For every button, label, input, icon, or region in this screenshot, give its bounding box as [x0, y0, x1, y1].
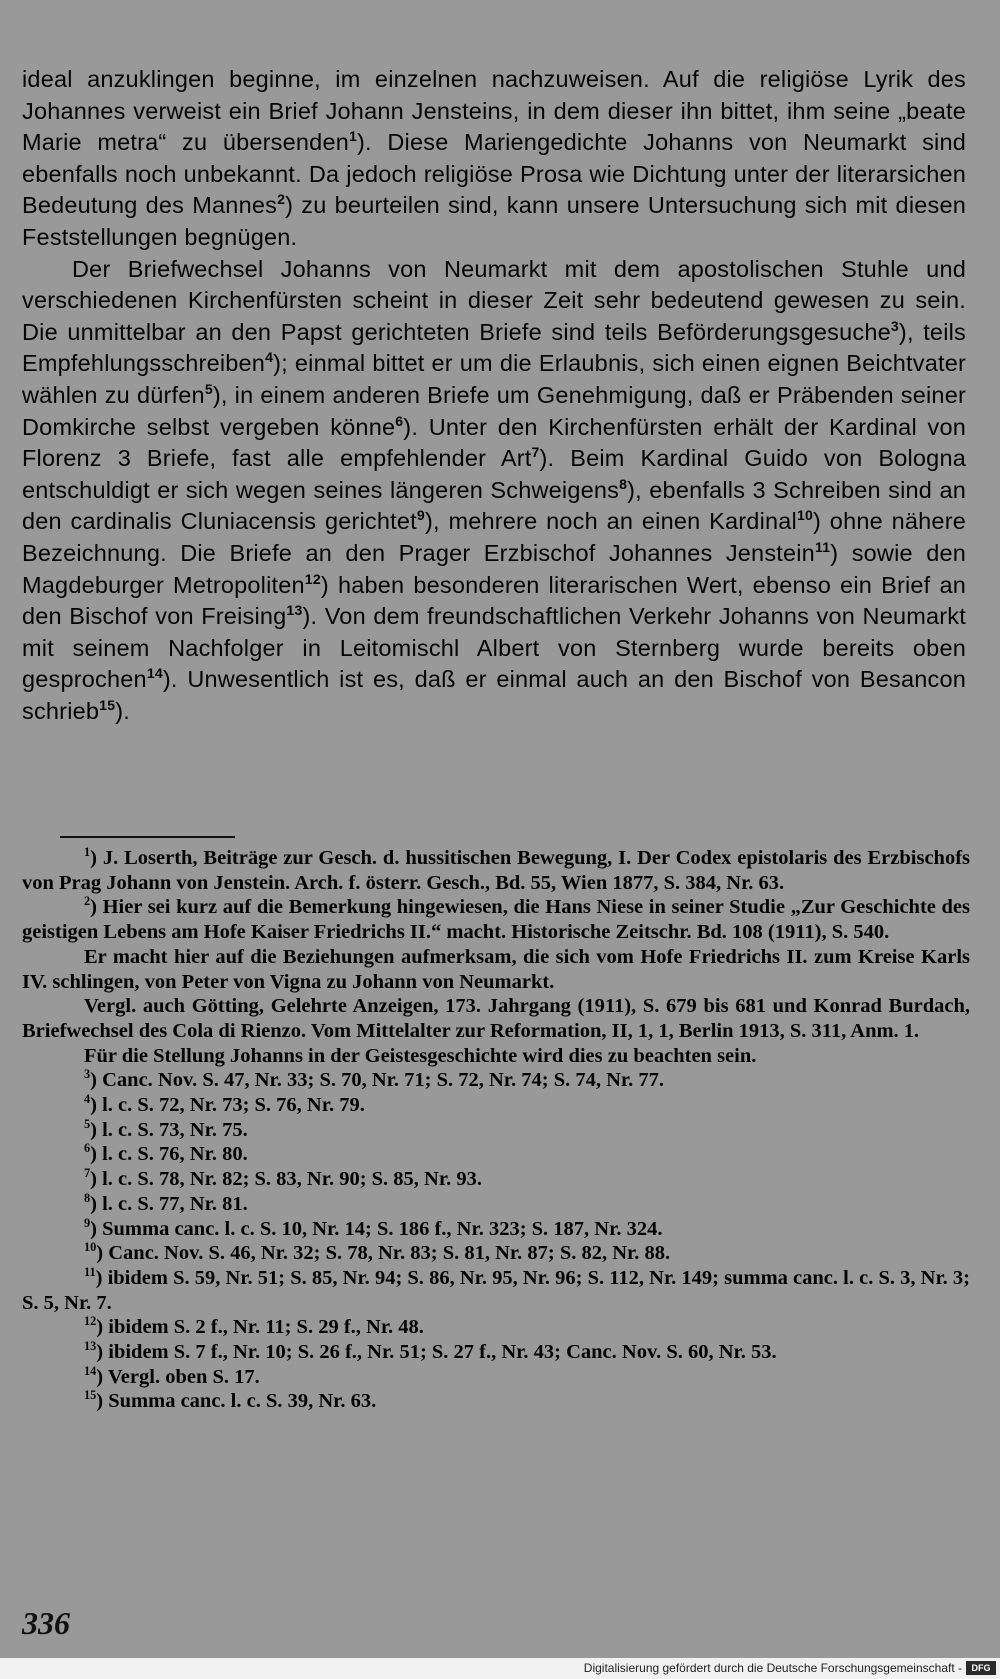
- body-text: [22, 64, 966, 727]
- page-number: 336: [22, 1605, 70, 1641]
- credit-text: Digitalisierung gefördert durch die Deutsche Forschungsgemeinschaft -: [583, 1661, 962, 1675]
- footnote: $^{14}$) Vergl. oben S. 17.: [84, 1363, 260, 1388]
- footnote: Vergl. auch Götting, Gelehrte Anzeigen, 173. Jahrgang (1911), S. 679 bis 681 und Konrad Burdach, Briefwechsel des Cola di Rienzo. Vom Mittelalter zur Reformation, II, 1, 1, Berlin 1913, S. 311, Anm. 1.: [22, 995, 970, 1042]
- footnotes: [22, 846, 970, 1414]
- footnote: $^{13}$) ibidem S. 7 f., Nr. 10; S. 26 f., Nr. 51; S. 27 f., Nr. 43; Canc. Nov. S. 60, Nr. 53.: [84, 1339, 777, 1364]
- footnote: $^{12}$) ibidem S. 2 f., Nr. 11; S. 29 f., Nr. 48.: [84, 1314, 424, 1339]
- footnote-separator: [60, 836, 235, 838]
- footnote: $^2$) Hier sei kurz auf die Bemerkung hingewiesen, die Hans Niese in seiner Studie „Zur Geschichte des geistigen Lebens am Hofe Kaiser Friedrichs II.“ macht. Historische Zeitschr. Bd. 108 (1911), S. 540.: [22, 894, 970, 944]
- footnote: $^{15}$) Summa canc. l. c. S. 39, Nr. 63.: [84, 1388, 377, 1413]
- footnote: Er macht hier auf die Beziehungen aufmerksam, die sich vom Hofe Friedrichs II. zum Kreise Karls IV. schlingen, von Peter von Vigna zu Johann von Neumarkt.: [22, 945, 970, 993]
- footnote: $^1$) J. Loserth, Beiträge zur Gesch. d. hussitischen Bewegung, I. Der Codex epistolaris des Erzbischofs von Prag Johann von Jenstein. Arch. f. österr. Gesch., Bd. 55, Wien 1877, S. 384, Nr. 63.: [22, 845, 970, 894]
- footnote: $^5$) l. c. S. 73, Nr. 75.: [84, 1116, 248, 1141]
- footnote: $^3$) Canc. Nov. S. 47, Nr. 33; S. 70, Nr. 71; S. 72, Nr. 74; S. 74, Nr. 77.: [84, 1067, 665, 1092]
- footnote: $^{10}$) Canc. Nov. S. 46, Nr. 32; S. 78, Nr. 83; S. 81, Nr. 87; S. 82, Nr. 88.: [84, 1240, 671, 1265]
- paragraph: Der Briefwechsel Johanns von Neumarkt mit dem apostolischen Stuhle und verschiedenen Kirchenfürsten scheint in dieser Zeit sehr bedeutend gewesen zu sein. Die unmittelbar an den Papst gerichteten Briefe sind teils Beförderungsgesuche$^3$), teils Empfehlungsschreiben$^4$); einmal bittet er um die Erlaubnis, sich einen eignen Beichtvater wählen zu dürfen$^5$), in einem anderen Briefe um Genehmigung, daß er Präbenden seiner Domkirche selbst vergeben könne$^6$). Unter den Kirchenfürsten erhält der Kardinal von Florenz 3 Briefe, fast alle empfehlender Art$^7$). Beim Kardinal Guido von Bologna entschuldigt er sich wegen seines längeren Schweigens$^8$), ebenfalls 3 Schreiben sind an den cardinalis Cluniacensis gerichtet$^9$), mehrere noch an einen Kardinal$^{10}$) ohne nähere Bezeichnung. Die Briefe an den Prager Erzbischof Johannes Jenstein$^{11}$) sowie den Magdeburger Metropoliten$^{12}$) haben besonderen literarischen Wert, ebenso ein Brief an den Bischof von Freising$^{13}$). Von dem freundschaftlichen Verkehr Johanns von Neumarkt mit seinem Nachfolger in Leitomischl Albert von Sternberg wurde bereits oben gesprochen$^{14}$). Unwesentlich ist es, daß er einmal auch an den Bischof von Besancon schrieb$^{15}$).: [22, 255, 967, 724]
- footnote: $^{11}$) ibidem S. 59, Nr. 51; S. 85, Nr. 94; S. 86, Nr. 95, Nr. 96; S. 112, Nr. 149; summa canc. l. c. S. 3, Nr. 3; S. 5, Nr. 7.: [22, 1265, 970, 1314]
- paragraph: ideal anzuklingen beginne, im einzelnen nachzuweisen. Auf die religiöse Lyrik des Johannes verweist ein Brief Johann Jensteins, in dem dieser ihn bittet, ihm seine „beate Marie metra“ zu übersenden$^1$). Diese Mariengedichte Johanns von Neumarkt sind ebenfalls noch unbekannt. Da jedoch religiöse Prosa wie Dichtung unter der literarsichen Bedeutung des Mannes$^2$) zu beurteilen sind, kann unsere Untersuchung sich mit diesen Feststellungen begnügen.: [22, 66, 966, 250]
- footnote: $^6$) l. c. S. 76, Nr. 80.: [84, 1141, 248, 1166]
- footnote: Für die Stellung Johanns in der Geistesgeschichte wird dies zu beachten sein.: [84, 1044, 757, 1067]
- dfg-logo: DFG: [966, 1661, 996, 1675]
- footnote: $^9$) Summa canc. l. c. S. 10, Nr. 14; S. 186 f., Nr. 323; S. 187, Nr. 324.: [84, 1215, 663, 1240]
- footnote: $^7$) l. c. S. 78, Nr. 82; S. 83, Nr. 90; S. 85, Nr. 93.: [84, 1166, 482, 1191]
- footnote: $^4$) l. c. S. 72, Nr. 73; S. 76, Nr. 79.: [84, 1092, 365, 1117]
- footnote: $^8$) l. c. S. 77, Nr. 81.: [84, 1191, 248, 1215]
- digitization-credit-bar: [0, 1658, 1000, 1679]
